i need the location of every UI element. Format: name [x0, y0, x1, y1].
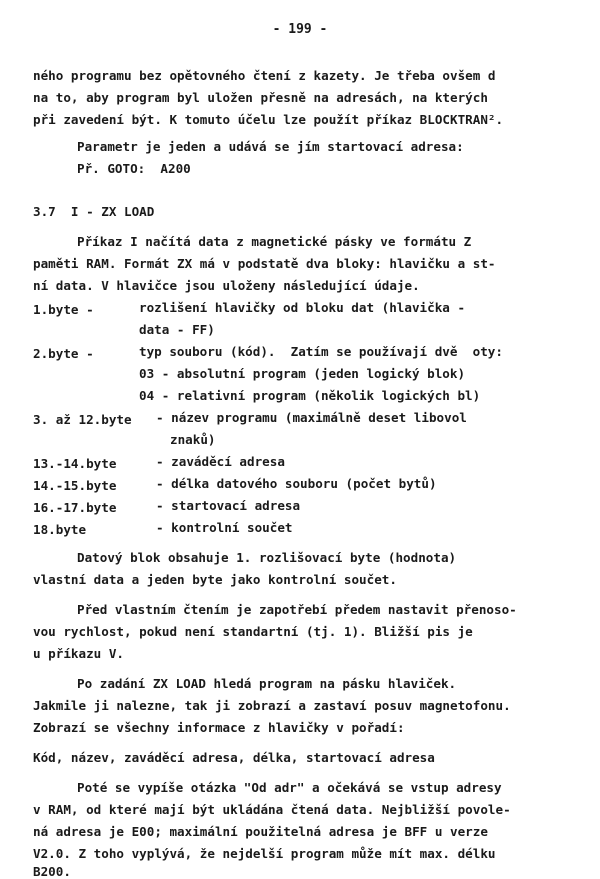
para1-line-1: ného programu bez opětovného čtení z kazety. Je třeba ovšem d: [33, 68, 496, 83]
byte-label: 1.byte -: [33, 302, 94, 317]
after-input-line-3: Zobrazí se všechny informace z hlavičky v pořadí:: [33, 720, 405, 735]
order-line: Kód, název, zaváděcí adresa, délka, startovací adresa: [33, 750, 435, 765]
byte-desc: - kontrolní součet: [156, 520, 293, 535]
byte-desc: - název programu (maximálně deset libovol: [156, 410, 467, 425]
byte-label: 18.byte: [33, 522, 87, 537]
byte-desc: 03 - absolutní program (jeden logický blok): [139, 366, 466, 381]
after-input-line-2: Jakmile ji nalezne, tak ji zobrazí a zastaví posuv magnetofonu.: [33, 698, 511, 713]
datablock-line-2: vlastní data a jeden byte jako kontrolní součet.: [33, 572, 397, 587]
byte-desc: - zaváděcí adresa: [156, 454, 285, 469]
byte-desc: 04 - relativní program (několik logických bl): [139, 388, 481, 403]
byte-desc: - startovací adresa: [156, 498, 301, 513]
parameter-line: Parametr je jeden a udává se jím startovací adresa:: [77, 139, 464, 154]
section-heading: 3.7 I - ZX LOAD: [33, 204, 155, 219]
byte-label: 3. až 12.byte: [33, 412, 132, 427]
byte-desc: znaků): [170, 432, 216, 447]
byte-label: 13.-14.byte: [33, 456, 117, 471]
final-line-2: v RAM, od které mají být ukládána čtená data. Nejbližší povole-: [33, 802, 511, 817]
before-read-line-1: Před vlastním čtením je zapotřebí předem nastavit přenoso-: [77, 602, 517, 617]
byte-label: 2.byte -: [33, 346, 94, 361]
byte-label: 14.-15.byte: [33, 478, 117, 493]
datablock-line-1: Datový blok obsahuje 1. rozlišovací byte (hodnota): [77, 550, 457, 565]
intro-line-1: Příkaz I načítá data z magnetické pásky ve formátu Z: [77, 234, 472, 249]
final-line-5: B200.: [33, 864, 71, 879]
byte-desc: rozlišení hlavičky od bloku dat (hlavička -: [139, 300, 466, 315]
page-number: - 199 -: [272, 22, 328, 37]
para1-line-2: na to, aby program byl uložen přesně na adresách, na kterých: [33, 90, 488, 105]
after-input-line-1: Po zadání ZX LOAD hledá program na pásku hlaviček.: [77, 676, 457, 691]
para1-line-3: při zavedení být. K tomuto účelu lze použít příkaz BLOCKTRAN².: [33, 112, 504, 127]
final-line-1: Poté se vypíše otázka "Od adr" a očekává se vstup adresy: [77, 780, 502, 795]
final-line-3: ná adresa je E00; maximální použitelná adresa je BFF u verze: [33, 824, 488, 839]
byte-label: 16.-17.byte: [33, 500, 117, 515]
byte-desc: data - FF): [139, 322, 215, 337]
before-read-line-2: vou rychlost, pokud není standartní (tj. 1). Bližší pis je: [33, 624, 473, 639]
intro-line-3: ní data. V hlavičce jsou uloženy následující údaje.: [33, 278, 420, 293]
intro-line-2: paměti RAM. Formát ZX má v podstatě dva bloky: hlavičku a st-: [33, 256, 496, 271]
byte-desc: - délka datového souboru (počet bytů): [156, 476, 437, 491]
final-line-4: V2.0. Z toho vyplývá, že nejdelší program může mít max. délku: [33, 846, 496, 861]
before-read-line-3: u příkazu V.: [33, 646, 124, 661]
example-line: Př. GOTO: A200: [77, 161, 191, 176]
byte-desc: typ souboru (kód). Zatím se používají dvě oty:: [139, 344, 503, 359]
